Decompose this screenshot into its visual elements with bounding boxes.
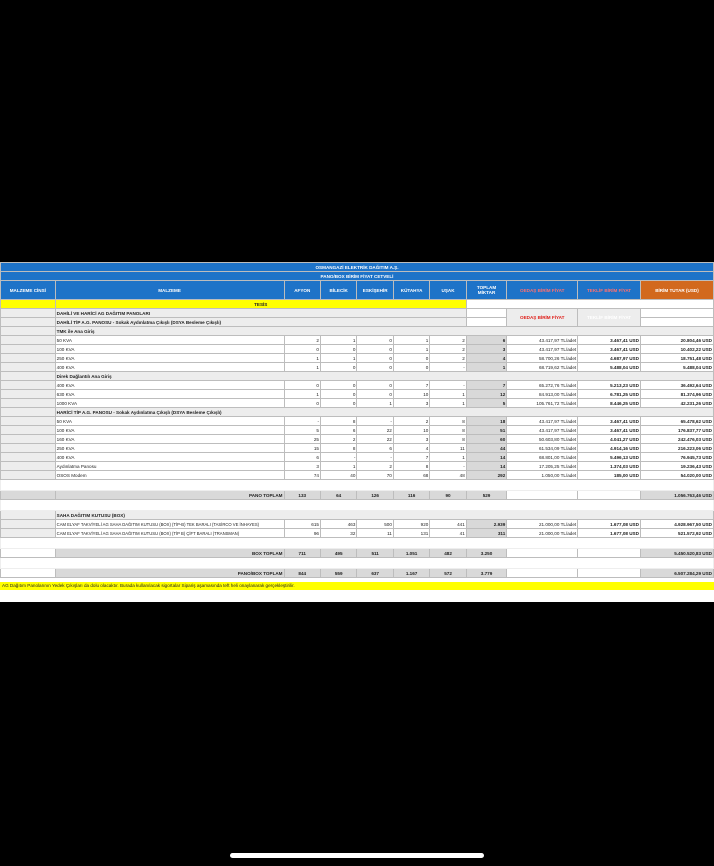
table-title: OSMANGAZİ ELEKTRİK DAĞITIM A.Ş. — [1, 263, 714, 272]
cell-usak: 1 — [430, 390, 466, 399]
cell-toplam: 18 — [466, 417, 507, 426]
cell-bilecik: 0 — [320, 381, 356, 390]
cell-bilecik: 40 — [320, 471, 356, 480]
total-eskisehir: 637 — [357, 569, 393, 578]
cell-bilecik: 0 — [320, 399, 356, 408]
legend-oedas: OEDAŞ BİRİM FİYAT — [507, 309, 578, 327]
direk-rows — [1, 381, 714, 408]
cell-usak: 8 — [430, 435, 466, 444]
cell-eskisehir: - — [357, 417, 393, 426]
cell-oedas: 84.913,00 TL/adet — [507, 390, 578, 399]
cell-bilecik: 463 — [320, 520, 356, 529]
cell-teklif: 5.213,23 USD — [578, 381, 641, 390]
total-tutar: 5.450.520,83 USD — [640, 549, 713, 558]
col-malzeme: MALZEME — [55, 281, 284, 300]
cell-afyon: 96 — [284, 529, 320, 538]
row-name: 100 KVA — [55, 426, 284, 435]
legend-teklif: TEKLİF BİRİM FİYAT — [578, 309, 641, 327]
cell-eskisehir: 6 — [357, 444, 393, 453]
cell-kutahya: 7 — [393, 381, 429, 390]
cell-oedas: 43.417,97 TL/adet — [507, 417, 578, 426]
cell-teklif: 6.781,25 USD — [578, 390, 641, 399]
cell-tutar: 36.492,64 USD — [640, 381, 713, 390]
section-title: DAHİLİ TİP A.G. PANOSU - Sokak Aydınlatma Çıkışlı (DSYA Besleme Çıkışlı) — [55, 318, 466, 327]
cell-toplam: 311 — [466, 529, 507, 538]
box-toplam-row — [1, 549, 714, 558]
tmk-rows — [1, 336, 714, 372]
cell-afyon: 74 — [284, 471, 320, 480]
cell-eskisehir: 70 — [357, 471, 393, 480]
cell-bilecik: 2 — [320, 435, 356, 444]
total-toplam: 3.250 — [466, 549, 507, 558]
total-kutahya: 116 — [393, 491, 429, 500]
total-toplam: 3.779 — [466, 569, 507, 578]
cell-toplam: 60 — [466, 435, 507, 444]
cell-teklif: 3.467,41 USD — [578, 345, 641, 354]
cell-toplam: 1 — [466, 363, 507, 372]
table-row — [1, 520, 714, 529]
total-usak: 482 — [430, 549, 466, 558]
cell-bilecik: 0 — [320, 390, 356, 399]
cell-kutahya: 68 — [393, 471, 429, 480]
table-row — [1, 363, 714, 372]
cell-kutahya: 2 — [393, 417, 429, 426]
total-afyon: 844 — [284, 569, 320, 578]
cell-usak: 1 — [430, 399, 466, 408]
cell-kutahya: 0 — [393, 354, 429, 363]
cell-bilecik: 0 — [320, 345, 356, 354]
row-name: 1000 KVA — [55, 399, 284, 408]
table-row — [1, 462, 714, 471]
price-table — [0, 262, 714, 578]
cell-teklif: 3.467,41 USD — [578, 336, 641, 345]
table-row — [1, 435, 714, 444]
cell-eskisehir: 0 — [357, 336, 393, 345]
cell-usak: 11 — [430, 444, 466, 453]
row-name: CAM ELYAF TAKVİYELİ AG SAHA DAĞITIM KUTUSU (BOX) (TİP-B) TEK BARALI (TASİRCO VE İNHAYES) — [55, 520, 284, 529]
row-name: 50 KVA — [55, 417, 284, 426]
cell-toplam: 44 — [466, 444, 507, 453]
cell-bilecik: - — [320, 453, 356, 462]
cell-toplam: 51 — [466, 426, 507, 435]
cell-teklif: 1.677,08 USD — [578, 520, 641, 529]
cell-eskisehir: 22 — [357, 435, 393, 444]
cell-usak: - — [430, 363, 466, 372]
cell-afyon: 0 — [284, 345, 320, 354]
cell-kutahya: 4 — [393, 444, 429, 453]
total-tutar: 1.056.763,46 USD — [640, 491, 713, 500]
cell-afyon: - — [284, 417, 320, 426]
cell-teklif: 4.687,97 USD — [578, 354, 641, 363]
cell-bilecik: 8 — [320, 417, 356, 426]
cell-toplam: 5 — [466, 399, 507, 408]
cell-teklif: 4.914,16 USD — [578, 444, 641, 453]
cell-usak: 2 — [430, 354, 466, 363]
cell-usak: 2 — [430, 336, 466, 345]
table-row — [1, 529, 714, 538]
cell-toplam: 14 — [466, 453, 507, 462]
cell-afyon: 0 — [284, 381, 320, 390]
total-eskisehir: 126 — [357, 491, 393, 500]
table-row — [1, 354, 714, 363]
row-name: 400 KVA — [55, 363, 284, 372]
cell-tutar: 76.945,73 USD — [640, 453, 713, 462]
cell-usak: 2 — [430, 345, 466, 354]
cell-afyon: 3 — [284, 462, 320, 471]
cell-oedas: 105.761,72 TL/adet — [507, 399, 578, 408]
cell-kutahya: 920 — [393, 520, 429, 529]
cell-oedas: 65.272,76 TL/adet — [507, 381, 578, 390]
total-bilecik: 559 — [320, 569, 356, 578]
cell-toplam: 14 — [466, 462, 507, 471]
cell-tutar: 65.478,62 USD — [640, 417, 713, 426]
row-name: 50 KVA — [55, 336, 284, 345]
tesis-label: TESİS — [55, 300, 466, 309]
cell-tutar: 176.837,77 USD — [640, 426, 713, 435]
cell-afyon: 25 — [284, 435, 320, 444]
cell-kutahya: 10 — [393, 390, 429, 399]
cell-teklif: 5.496,13 USD — [578, 453, 641, 462]
cell-tutar: 242.476,03 USD — [640, 435, 713, 444]
cell-usak: 48 — [430, 471, 466, 480]
cell-tutar: 19.236,43 USD — [640, 462, 713, 471]
col-toplam: TOPLAM MİKTAR — [466, 281, 507, 300]
cell-bilecik: 32 — [320, 529, 356, 538]
row-name: OSOS Modem — [55, 471, 284, 480]
cell-teklif: 1.374,03 USD — [578, 462, 641, 471]
cell-toplam: 7 — [466, 381, 507, 390]
cell-teklif: 8.446,25 USD — [578, 399, 641, 408]
cell-afyon: 2 — [284, 336, 320, 345]
cell-kutahya: 3 — [393, 399, 429, 408]
col-usak: UŞAK — [430, 281, 466, 300]
cell-teklif: 185,00 USD — [578, 471, 641, 480]
cell-bilecik: 1 — [320, 354, 356, 363]
cell-bilecik: 1 — [320, 336, 356, 345]
col-malzeme-cinsi: MALZEME CİNSİ — [1, 281, 56, 300]
cell-eskisehir: 0 — [357, 345, 393, 354]
cell-tutar: 20.804,46 USD — [640, 336, 713, 345]
cell-tutar: 216.223,06 USD — [640, 444, 713, 453]
cell-eskisehir: 500 — [357, 520, 393, 529]
cell-oedas: 68.719,62 TL/adet — [507, 363, 578, 372]
cell-toplam: 12 — [466, 390, 507, 399]
cell-afyon: 615 — [284, 520, 320, 529]
cell-oedas: 1.050,00 TL/adet — [507, 471, 578, 480]
cell-oedas: 21.000,00 TL/adet — [507, 520, 578, 529]
cell-teklif: 3.467,41 USD — [578, 417, 641, 426]
cell-toplam: 4 — [466, 354, 507, 363]
cell-eskisehir: 2 — [357, 462, 393, 471]
saha-rows — [1, 520, 714, 538]
cell-kutahya: 131 — [393, 529, 429, 538]
cell-afyon: 6 — [284, 453, 320, 462]
cell-usak: 441 — [430, 520, 466, 529]
row-name: Aydınlatma Panosu — [55, 462, 284, 471]
table-row — [1, 444, 714, 453]
col-eskisehir: ESKİŞEHİR — [357, 281, 393, 300]
cell-teklif: 3.467,41 USD — [578, 426, 641, 435]
cell-eskisehir: 0 — [357, 390, 393, 399]
total-usak: 572 — [430, 569, 466, 578]
cell-oedas: 43.417,97 TL/adet — [507, 345, 578, 354]
table-subtitle: PANO/BOX BİRİM FİYAT CETVELİ — [1, 272, 714, 281]
col-bilecik: BİLECİK — [320, 281, 356, 300]
cell-kutahya: 10 — [393, 426, 429, 435]
cell-kutahya: 1 — [393, 345, 429, 354]
cell-bilecik: 1 — [320, 462, 356, 471]
cell-oedas: 61.534,09 TL/adet — [507, 444, 578, 453]
cell-eskisehir: 22 — [357, 426, 393, 435]
cell-teklif: 5.488,04 USD — [578, 363, 641, 372]
cell-bilecik: 6 — [320, 426, 356, 435]
cell-afyon: 15 — [284, 444, 320, 453]
table-row — [1, 381, 714, 390]
cell-tutar: 54.020,00 USD — [640, 471, 713, 480]
cell-kutahya: 3 — [393, 435, 429, 444]
cell-usak: - — [430, 381, 466, 390]
cell-tutar: 4.928.967,50 USD — [640, 520, 713, 529]
cell-afyon: 1 — [284, 354, 320, 363]
cell-kutahya: 7 — [393, 453, 429, 462]
spreadsheet — [0, 262, 714, 602]
total-bilecik: 64 — [320, 491, 356, 500]
row-name: 400 KVA — [55, 453, 284, 462]
cell-kutahya: 0 — [393, 363, 429, 372]
cell-usak: 8 — [430, 417, 466, 426]
table-row — [1, 390, 714, 399]
table-row — [1, 399, 714, 408]
cell-eskisehir: 1 — [357, 399, 393, 408]
total-label: PANO/BOX TOPLAM — [55, 569, 284, 578]
cell-oedas: 58.700,26 TL/adet — [507, 354, 578, 363]
table-row — [1, 336, 714, 345]
row-name: 250 KVA — [55, 444, 284, 453]
table-row — [1, 417, 714, 426]
cell-eskisehir: 0 — [357, 363, 393, 372]
cell-tutar: 5.488,04 USD — [640, 363, 713, 372]
panobox-toplam-row — [1, 569, 714, 578]
total-tutar: 6.507.284,29 USD — [640, 569, 713, 578]
total-label: PANO TOPLAM — [55, 491, 284, 500]
cell-eskisehir: - — [357, 453, 393, 462]
cell-eskisehir: 0 — [357, 354, 393, 363]
row-name: 250 KVA — [55, 354, 284, 363]
cell-teklif: 4.041,27 USD — [578, 435, 641, 444]
cell-toplam: 6 — [466, 336, 507, 345]
total-usak: 90 — [430, 491, 466, 500]
cell-afyon: 1 — [284, 390, 320, 399]
cell-afyon: 0 — [284, 399, 320, 408]
cell-oedas: 50.603,80 TL/adet — [507, 435, 578, 444]
cell-oedas: 17.205,25 TL/adet — [507, 462, 578, 471]
cell-oedas: 21.000,00 TL/adet — [507, 529, 578, 538]
cell-afyon: 5 — [284, 426, 320, 435]
total-label: BOX TOPLAM — [55, 549, 284, 558]
cell-oedas: 43.417,97 TL/adet — [507, 426, 578, 435]
cell-bilecik: 0 — [320, 363, 356, 372]
cell-toplam: 3 — [466, 345, 507, 354]
section-title: DAHİLİ VE HARİCİ AG DAĞITIM PANOLARI — [55, 309, 466, 318]
total-bilecik: 495 — [320, 549, 356, 558]
table-row — [1, 345, 714, 354]
cell-tutar: 42.231,26 USD — [640, 399, 713, 408]
total-toplam: 529 — [466, 491, 507, 500]
home-indicator[interactable] — [230, 853, 484, 858]
row-name: 630 KVA — [55, 390, 284, 399]
cell-usak: 8 — [430, 426, 466, 435]
table-row — [1, 426, 714, 435]
total-eskisehir: 511 — [357, 549, 393, 558]
cell-tutar: 18.751,48 USD — [640, 354, 713, 363]
cell-usak: 1 — [430, 453, 466, 462]
section-title: SAHA DAĞITIM KUTUSU (BOX) — [55, 511, 713, 520]
cell-kutahya: 8 — [393, 462, 429, 471]
cell-oedas: 68.801,00 TL/adet — [507, 453, 578, 462]
row-name: CAM ELYAF TAKVİYELİ AG SAHA DAĞITIM KUTUSU (BOX) (TİP B) ÇİFT BARALI (TRANSMAN) — [55, 529, 284, 538]
cell-afyon: 1 — [284, 363, 320, 372]
cell-tutar: 10.402,22 USD — [640, 345, 713, 354]
harici-rows — [1, 417, 714, 480]
table-row — [1, 453, 714, 462]
total-kutahya: 1.167 — [393, 569, 429, 578]
row-name: 160 KVA — [55, 435, 284, 444]
cell-oedas: 43.417,97 TL/adet — [507, 336, 578, 345]
col-tutar: BİRİM TUTAR (USD) — [640, 281, 713, 300]
col-oedas: OEDAŞ BİRİM FİYAT — [507, 281, 578, 300]
subsection-title: TMK ile Ana Giriş — [55, 327, 713, 336]
cell-toplam: 2.939 — [466, 520, 507, 529]
col-afyon: AFYON — [284, 281, 320, 300]
cell-tutar: 81.374,96 USD — [640, 390, 713, 399]
table-row — [1, 471, 714, 480]
cell-bilecik: 8 — [320, 444, 356, 453]
total-kutahya: 1.051 — [393, 549, 429, 558]
pano-toplam-row — [1, 491, 714, 500]
cell-tutar: 521.572,92 USD — [640, 529, 713, 538]
cell-kutahya: 1 — [393, 336, 429, 345]
cell-toplam: 292 — [466, 471, 507, 480]
total-afyon: 711 — [284, 549, 320, 558]
row-name: 100 KVA — [55, 345, 284, 354]
cell-eskisehir: 0 — [357, 381, 393, 390]
cell-usak: - — [430, 462, 466, 471]
cell-eskisehir: 11 — [357, 529, 393, 538]
cell-usak: 41 — [430, 529, 466, 538]
subsection-title: Direk Dağlantılı Ana Giriş — [55, 372, 713, 381]
col-teklif: TEKLİF BİRİM FİYAT — [578, 281, 641, 300]
cell-teklif: 1.677,08 USD — [578, 529, 641, 538]
total-afyon: 133 — [284, 491, 320, 500]
row-name: 400 KVA — [55, 381, 284, 390]
footnote: AG Dağıtım Panolarının Yedek Çıkışları da dolu olacaktır. Burada kullanılacak sigortalar Sipariş aşamasında teft heli onaylanarak gerçekleştirilir. — [0, 582, 714, 590]
col-kutahya: KÜTAHYA — [393, 281, 429, 300]
section-title: HARİCİ TİP A.G. PANOSU - Sokak Aydınlatma Çıkışlı (DSYA Besleme Çıkışlı) — [55, 408, 713, 417]
header-row — [1, 281, 714, 300]
